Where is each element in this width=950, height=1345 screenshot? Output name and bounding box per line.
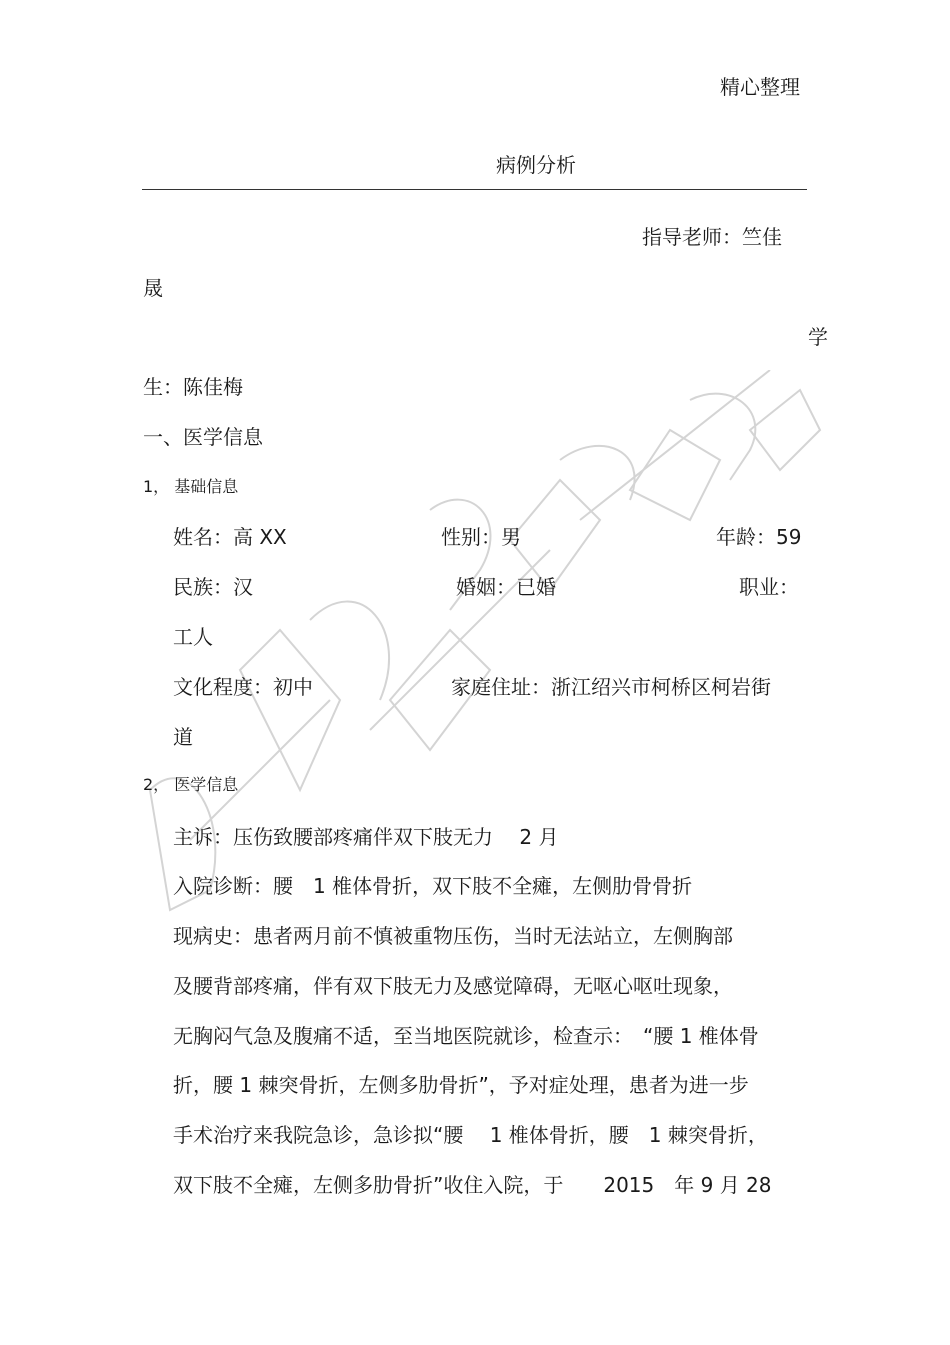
advisor-line1: 指导老师：竺佳 <box>642 225 782 249</box>
history-line: 及腰背部疼痛，伴有双下肢无力及感觉障碍，无呕心呕吐现象， <box>173 974 733 998</box>
address-line2: 道 <box>173 725 193 749</box>
name-field: 姓名：高 XX <box>173 525 287 549</box>
section-heading: 一、医学信息 <box>143 425 263 449</box>
advisor-line2: 晟 <box>143 276 163 300</box>
address-line1: 家庭住址：浙江绍兴市柯桥区柯岩街 <box>451 675 771 699</box>
history-line: 现病史：患者两月前不慎被重物压伤，当时无法站立，左侧胸部 <box>173 924 733 948</box>
chief-complaint: 主诉：压伤致腰部疼痛伴双下肢无力 2 月 <box>173 825 559 849</box>
history-line: 无胸闷气急及腹痛不适，至当地医院就诊，检查示： “腰 1 椎体骨 <box>173 1024 759 1048</box>
medical-info-heading: 2， 医学信息 <box>143 775 239 794</box>
education-field: 文化程度：初中 <box>173 675 313 699</box>
header-tag: 精心整理 <box>720 75 800 99</box>
admission-diagnosis: 入院诊断：腰 1 椎体骨折，双下肢不全瘫，左侧肋骨骨折 <box>173 874 693 898</box>
page-title: 病例分析 <box>496 153 576 177</box>
gender-field: 性别：男 <box>441 525 521 549</box>
student-line1: 学 <box>808 325 828 349</box>
student-line2: 生：陈佳梅 <box>143 375 243 399</box>
history-line: 双下肢不全瘫，左侧多肋骨折”收住入院，于 2015 年 9 月 28 <box>173 1173 772 1197</box>
history-line: 手术治疗来我院急诊，急诊拟“腰 1 椎体骨折，腰 1 棘突骨折， <box>173 1123 768 1147</box>
occupation-label: 职业： <box>739 575 799 599</box>
title-divider <box>142 189 807 190</box>
ethnicity-field: 民族：汉 <box>173 575 253 599</box>
age-field: 年龄：59 <box>716 525 802 549</box>
history-line: 折，腰 1 棘突骨折，左侧多肋骨折”，予对症处理，患者为进一步 <box>173 1073 749 1097</box>
marriage-field: 婚姻：已婚 <box>456 575 556 599</box>
basic-info-heading: 1， 基础信息 <box>143 477 239 496</box>
occupation-value: 工人 <box>173 625 213 649</box>
